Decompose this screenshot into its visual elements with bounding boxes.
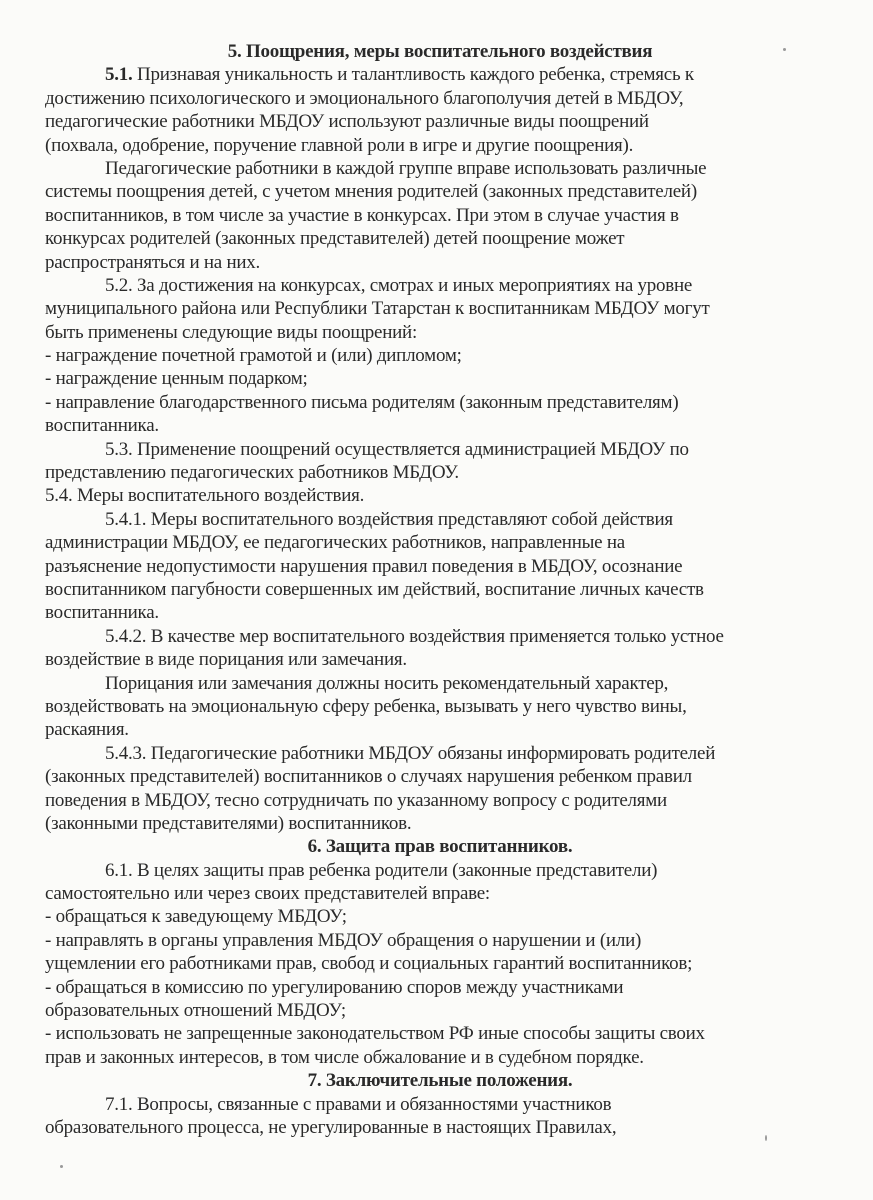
line-text: 5.4.3. Педагогические работники МБДОУ обязаны информировать родителей	[105, 742, 716, 764]
line-text: конкурсах родителей (законных представителей) детей поощрение может	[45, 228, 625, 250]
text-line	[45, 695, 835, 718]
line-text: 5.4.2. В качестве мер воспитательного воздействия применяется только устное	[105, 625, 724, 647]
text-line	[45, 391, 835, 414]
scan-speck	[60, 1165, 63, 1168]
text-line	[45, 789, 835, 812]
text-line	[45, 765, 835, 788]
text-line	[45, 251, 835, 274]
line-text: Педагогические работники в каждой группе вправе использовать различные	[105, 157, 707, 179]
text-line	[45, 227, 835, 250]
line-text: самостоятельно или через своих представителей вправе:	[45, 883, 490, 905]
text-line	[45, 204, 835, 227]
text-line	[45, 742, 835, 765]
line-text: 7. Заключительные положения.	[307, 1070, 573, 1092]
text-line	[45, 484, 835, 507]
line-text: (законных представителей) воспитанников о случаях нарушения ребенком правил	[45, 766, 692, 788]
text-line	[45, 508, 835, 531]
line-text: Признавая уникальность и талантливость каждого ребенка, стремясь к	[132, 64, 694, 86]
text-line	[45, 952, 835, 975]
text-line	[45, 414, 835, 437]
text-line	[45, 87, 835, 110]
section-heading	[45, 1069, 835, 1092]
line-text: муниципального района или Республики Татарстан к воспитанникам МБДОУ могут	[45, 298, 710, 320]
line-text: 5. Поощрения, меры воспитательного воздействия	[227, 41, 653, 62]
text-line	[45, 157, 835, 180]
line-text: - награждение почетной грамотой и (или) дипломом;	[45, 345, 462, 367]
clause-number: 5.1.	[105, 64, 133, 86]
text-line	[45, 976, 835, 999]
line-text: - обращаться в комиссию по урегулированию споров между участниками	[45, 976, 624, 998]
text-line	[45, 555, 835, 578]
text-line	[45, 1022, 835, 1045]
text-line	[45, 367, 835, 390]
line-text: администрации МБДОУ, ее педагогических работников, направленные на	[45, 532, 625, 554]
text-line	[45, 274, 835, 297]
line-text: Порицания или замечания должны носить рекомендательный характер,	[105, 672, 669, 694]
line-text: (похвала, одобрение, поручение главной роли в игре и другие поощрения).	[45, 134, 634, 156]
text-line	[45, 63, 835, 86]
scan-speck	[765, 1135, 767, 1141]
text-line	[45, 812, 835, 835]
text-line	[45, 882, 835, 905]
line-text: ущемлении его работниками прав, свобод и социальных гарантий воспитанников;	[45, 953, 693, 975]
line-text: образовательных отношений МБДОУ;	[45, 1000, 346, 1022]
line-text: воздействовать на эмоциональную сферу ребенка, вызывать у него чувство вины,	[45, 695, 687, 717]
line-text: 7.1. Вопросы, связанные с правами и обязанностями участников	[105, 1093, 612, 1115]
text-line	[45, 531, 835, 554]
line-text: 5.4. Меры воспитательного воздействия.	[45, 485, 365, 507]
line-text: 5.3. Применение поощрений осуществляется администрацией МБДОУ по	[105, 438, 689, 460]
section-heading	[45, 40, 835, 63]
line-text: прав и законных интересов, в том числе обжалование и в судебном порядке.	[45, 1046, 644, 1068]
line-text: воздействие в виде порицания или замечания.	[45, 649, 407, 671]
line-text: воспитанников, в том числе за участие в конкурсах. При этом в случае участия в	[45, 204, 679, 226]
text-line	[45, 438, 835, 461]
text-line	[45, 648, 835, 671]
line-text: быть применены следующие виды поощрений:	[45, 321, 418, 343]
line-text: (законными представителями) воспитанников.	[45, 812, 412, 834]
line-text: системы поощрения детей, с учетом мнения родителей (законных представителей)	[45, 181, 697, 203]
line-text: - использовать не запрещенные законодательством РФ иные способы защиты своих	[45, 1023, 705, 1045]
line-text: распространяться и на них.	[45, 251, 261, 273]
line-text: воспитанника.	[45, 415, 159, 437]
text-line	[45, 999, 835, 1022]
text-line	[45, 461, 835, 484]
line-text: разъяснение недопустимости нарушения правил поведения в МБДОУ, осознание	[45, 555, 683, 577]
document-page	[45, 40, 835, 1139]
line-text: 6.1. В целях защиты прав ребенка родители (законные представители)	[105, 859, 658, 881]
text-line	[45, 718, 835, 741]
line-text: раскаяния.	[45, 719, 129, 741]
text-line	[45, 110, 835, 133]
line-text: педагогические работники МБДОУ используют различные виды поощрений	[45, 111, 649, 133]
text-line	[45, 180, 835, 203]
text-line	[45, 1093, 835, 1116]
text-line	[45, 601, 835, 624]
text-line	[45, 321, 835, 344]
line-text: - направлять в органы управления МБДОУ обращения о нарушении и (или)	[45, 929, 642, 951]
line-text: 5.4.1. Меры воспитательного воздействия представляют собой действия	[105, 508, 673, 530]
line-text: - направление благодарственного письма родителям (законным представителям)	[45, 391, 679, 413]
line-text: представлению педагогических работников МБДОУ.	[45, 462, 459, 484]
text-line	[45, 929, 835, 952]
text-line	[45, 859, 835, 882]
text-line	[45, 672, 835, 695]
line-text: воспитанника.	[45, 602, 159, 624]
text-line	[45, 625, 835, 648]
line-text: воспитанником пагубности совершенных им действий, воспитание личных качеств	[45, 578, 704, 600]
line-text: - обращаться к заведующему МБДОУ;	[45, 906, 347, 928]
line-text: поведения в МБДОУ, тесно сотрудничать по указанному вопросу с родителями	[45, 789, 667, 811]
line-text: образовательного процесса, не урегулированные в настоящих Правилах,	[45, 1116, 617, 1138]
line-text: - награждение ценным подарком;	[45, 368, 308, 390]
scan-speck	[783, 48, 786, 51]
text-line	[45, 578, 835, 601]
text-line	[45, 905, 835, 928]
line-text: 6. Защита прав воспитанников.	[307, 836, 573, 858]
line-text: 5.2. За достижения на конкурсах, смотрах и иных мероприятиях на уровне	[105, 274, 693, 296]
text-line	[45, 1046, 835, 1069]
text-line	[45, 297, 835, 320]
line-text: достижению психологического и эмоционального благополучия детей в МБДОУ,	[45, 87, 684, 109]
text-line	[45, 134, 835, 157]
text-line	[45, 1116, 835, 1139]
section-heading	[45, 835, 835, 858]
text-line	[45, 344, 835, 367]
